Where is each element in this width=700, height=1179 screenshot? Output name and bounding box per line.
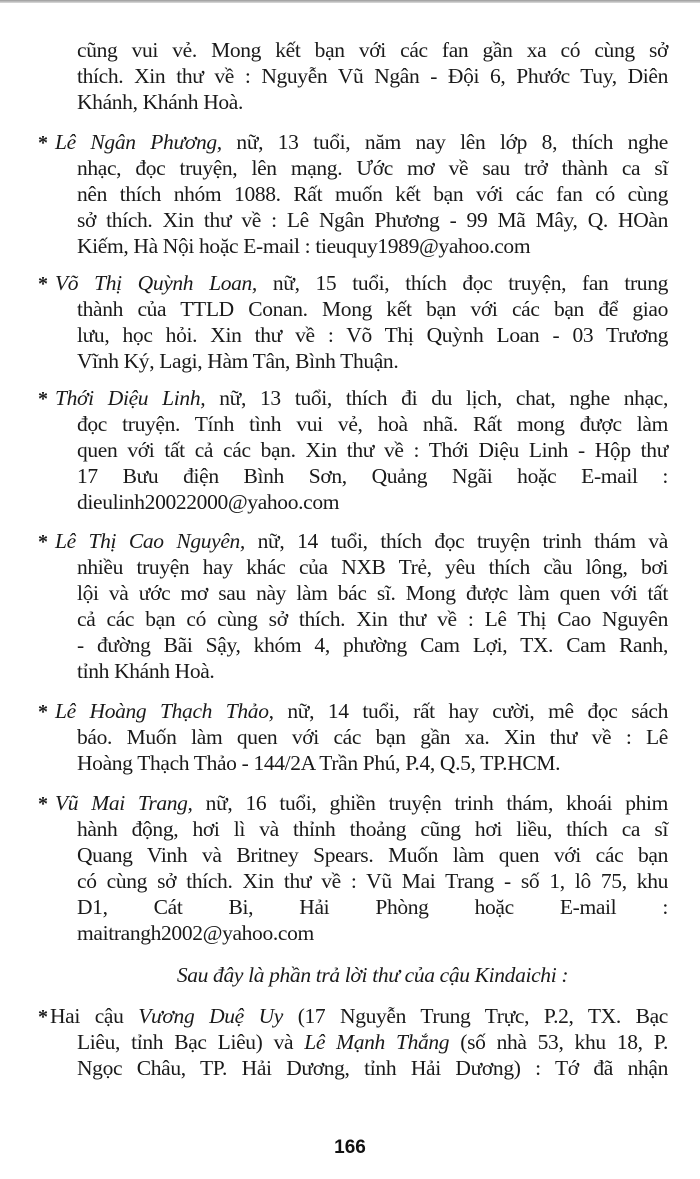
reply-name: Vương Duệ Uy <box>138 1004 283 1028</box>
entry-name: Thới Diệu Linh, <box>55 386 206 410</box>
text-line: maitrangh2002@yahoo.com <box>77 921 314 945</box>
text-line: dieulinh20022000@yahoo.com <box>77 490 340 514</box>
text-line: D1, Cát Bi, Hải Phòng hoặc E-mail : <box>77 895 668 919</box>
text-line: cả các bạn có cùng sở thích. Xin thư về : Lê Thị Cao Nguyên <box>77 607 668 631</box>
entry-first-line <box>55 528 668 554</box>
text-line: hành động, hơi lì và thỉnh thoảng cũng hơi liều, thích ca sĩ <box>77 817 668 841</box>
text-line: thích. Xin thư về : Nguyễn Vũ Ngân - Đội 6, Phước Tuy, Diên <box>77 64 668 88</box>
entry-first-line <box>55 698 668 724</box>
text-line: Khánh, Khánh Hoà. <box>77 90 244 114</box>
reply-text: (số nhà 53, khu 18, P. <box>449 1030 668 1054</box>
entry-name: Võ Thị Quỳnh Loan, <box>55 271 257 295</box>
entry-name: Lê Thị Cao Nguyên, <box>55 529 245 553</box>
page-number: 166 <box>334 1137 366 1158</box>
bullet-asterisk: * <box>38 132 48 154</box>
text-line: - đường Bãi Sậy, khóm 4, phường Cam Lợi, TX. Cam Ranh, <box>77 633 668 657</box>
entry-text: nữ, 16 tuổi, ghiền truyện trinh thám, khoái phim <box>192 791 669 815</box>
entry-text: nữ, 14 tuổi, rất hay cười, mê đọc sách <box>273 699 669 723</box>
text-line: nên thích nhóm 1088. Rất muốn kết bạn với các fan có cùng <box>77 182 668 206</box>
reply-first-line <box>50 1003 668 1029</box>
entry-name: Vũ Mai Trang, <box>55 791 193 815</box>
reply-name: Lê Mạnh Thắng <box>304 1030 450 1054</box>
text-line: có cùng sở thích. Xin thư về : Vũ Mai Trang - số 1, lô 75, khu <box>77 869 668 893</box>
text-line: Ngọc Châu, TP. Hải Dương, tỉnh Hải Dương) : Tớ đã nhận <box>77 1056 668 1080</box>
text-line: quen với tất cả các bạn. Xin thư về : Thới Diệu Linh - Hộp thư <box>77 438 668 462</box>
text-line: Quang Vinh và Britney Spears. Muốn làm quen với các bạn <box>77 843 668 867</box>
entry-text: nữ, 14 tuổi, thích đọc truyện trinh thám và <box>244 529 669 553</box>
text-line: nhạc, đọc truyện, lên mạng. Ước mơ về sau trở thành ca sĩ <box>77 156 668 180</box>
text-line: lưu, học hỏi. Xin thư về : Võ Thị Quỳnh Loan - 03 Trương <box>77 323 668 347</box>
bullet-asterisk: * <box>38 531 48 553</box>
text-line: thành của TTLD Conan. Mong kết bạn với các bạn để giao <box>77 297 668 321</box>
entry-first-line <box>55 270 668 296</box>
entry-text: nữ, 15 tuổi, thích đọc truyện, fan trung <box>256 271 669 295</box>
text-line: Hoàng Thạch Thảo - 144/2A Trần Phú, P.4, Q.5, TP.HCM. <box>77 751 561 775</box>
entry-first-line <box>55 129 668 155</box>
entry-name: Lê Ngân Phương, <box>55 130 222 154</box>
entry-text: nữ, 13 tuổi, năm nay lên lớp 8, thích nghe <box>221 130 668 154</box>
reply-text: Hai cậu <box>50 1004 139 1028</box>
bullet-asterisk: * <box>38 388 48 410</box>
text-line: cũng vui vẻ. Mong kết bạn với các fan gần xa có cùng sở <box>77 38 668 62</box>
text-line: sở thích. Xin thư về : Lê Ngân Phương - 99 Mã Mây, Q. HOàn <box>77 208 668 232</box>
text-line: Kiếm, Hà Nội hoặc E-mail : tieuquy1989@yahoo.com <box>77 234 531 258</box>
entry-first-line <box>55 385 668 411</box>
entry-first-line <box>55 790 668 816</box>
text-line: lội và ước mơ sau này làm bác sĩ. Mong được làm quen với tất <box>77 581 668 605</box>
section-heading: Sau đây là phần trả lời thư của cậu Kindaichi : <box>176 963 569 987</box>
text-line: nhiều truyện hay khác của NXB Trẻ, yêu thích cầu lông, bơi <box>77 555 668 579</box>
reply-text: Liêu, tỉnh Bạc Liêu) và <box>77 1030 305 1054</box>
reply-text: (17 Nguyễn Trung Trực, P.2, TX. Bạc <box>282 1004 668 1028</box>
bullet-asterisk: * <box>38 701 48 723</box>
text-line: 17 Bưu điện Bình Sơn, Quảng Ngãi hoặc E-mail : <box>77 464 668 488</box>
bullet-asterisk: * <box>38 1006 48 1028</box>
reply-second-line <box>77 1029 668 1055</box>
text-line: Vĩnh Ký, Lagi, Hàm Tân, Bình Thuận. <box>77 349 399 373</box>
bullet-asterisk: * <box>38 273 48 295</box>
bullet-asterisk: * <box>38 793 48 815</box>
entry-name: Lê Hoàng Thạch Thảo, <box>55 699 274 723</box>
entry-text: nữ, 13 tuổi, thích đi du lịch, chat, nghe nhạc, <box>205 386 668 410</box>
text-line: báo. Muốn làm quen với các bạn gần xa. Xin thư về : Lê <box>77 725 668 749</box>
text-line: tỉnh Khánh Hoà. <box>77 659 215 683</box>
text-line: đọc truyện. Tính tình vui vẻ, hoà nhã. Rất mong được làm <box>77 412 668 436</box>
